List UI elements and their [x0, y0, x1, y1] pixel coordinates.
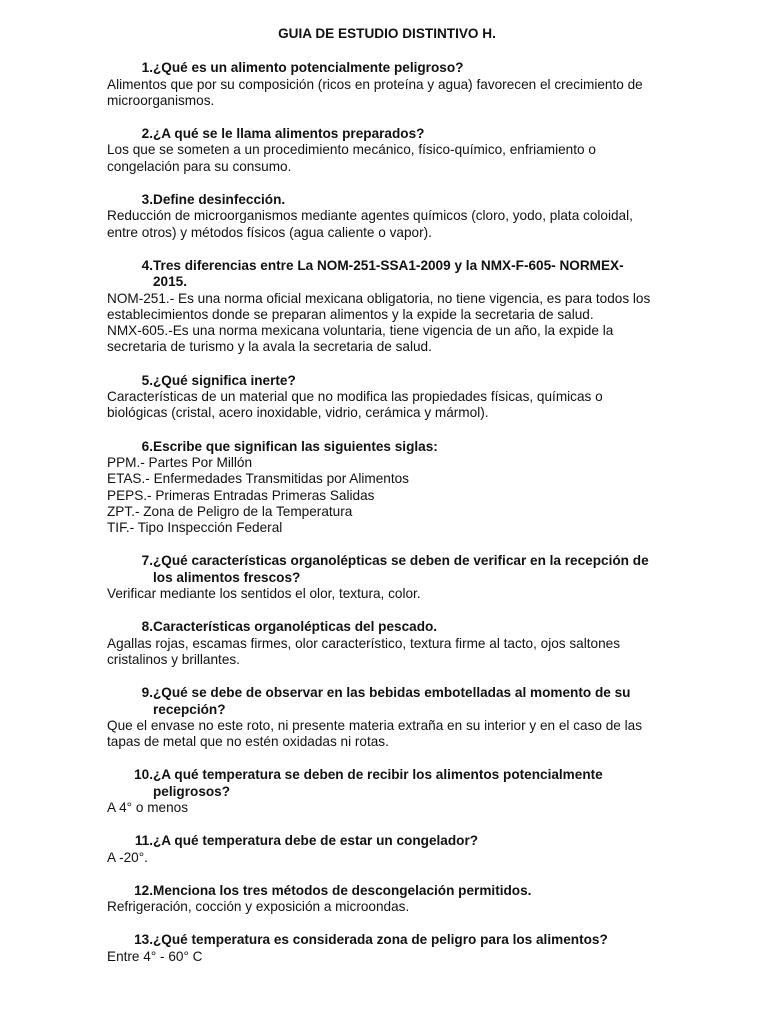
question-heading [107, 833, 667, 849]
answer-line: tapas de metal que no estén oxidadas ni rotas. [107, 734, 389, 750]
question-block [107, 685, 667, 750]
answer-line: A 4° o menos [107, 799, 189, 815]
question-line: los alimentos frescos? [153, 569, 301, 585]
question-block [107, 883, 667, 916]
question-block [107, 192, 667, 241]
question-line: ¿Qué significa inerte? [153, 372, 296, 388]
question-heading [107, 126, 667, 142]
question-text [153, 60, 667, 76]
question-number: 3. [141, 192, 153, 208]
answer-text [107, 455, 667, 536]
answer-line: PEPS.- Primeras Entradas Primeras Salidas [107, 487, 375, 503]
answer-text [107, 208, 667, 241]
question-block [107, 833, 667, 866]
question-line: recepción? [153, 701, 226, 717]
question-block [107, 373, 667, 422]
question-heading [107, 192, 667, 208]
answer-text [107, 949, 667, 965]
question-text [153, 553, 667, 586]
answer-text [107, 850, 667, 866]
answer-line: cristalinos y brillantes. [107, 651, 240, 667]
answer-line: PPM.- Partes Por Millón [107, 454, 253, 470]
answer-text [107, 800, 667, 816]
answer-line: TIF.- Tipo Inspección Federal [107, 520, 283, 536]
question-text [153, 373, 667, 389]
question-number: 11. [134, 833, 153, 849]
question-number: 2. [141, 126, 153, 142]
question-line: ¿A qué temperatura debe de estar un congelador? [153, 833, 479, 849]
answer-text [107, 142, 667, 175]
question-line: ¿Qué se debe de observar en las bebidas embotelladas al momento de su [153, 685, 631, 701]
question-text [153, 932, 667, 948]
question-heading [107, 258, 667, 291]
question-text [153, 883, 667, 899]
answer-line: ZPT.- Zona de Peligro de la Temperatura [107, 503, 353, 519]
question-text [153, 126, 667, 142]
answer-line: entre otros) y métodos físicos (agua caliente o vapor). [107, 224, 432, 240]
question-block [107, 126, 667, 175]
answer-line: Agallas rojas, escamas firmes, olor característico, textura firme al tacto, ojos saltones [107, 635, 620, 651]
question-heading [107, 553, 667, 586]
answer-line: Que el envase no este roto, ni presente materia extraña en su interior y en el caso de las [107, 717, 642, 733]
question-number: 9. [141, 685, 153, 701]
question-line: Define desinfección. [153, 192, 286, 208]
question-number: 10. [134, 767, 153, 783]
answer-line: establecimientos donde se preparan alimentos y la expide la secretaria de salud. [107, 306, 594, 322]
question-heading [107, 883, 667, 899]
question-line: ¿A qué se le llama alimentos preparados? [153, 126, 425, 142]
answer-text [107, 718, 667, 751]
question-line: ¿A qué temperatura se deben de recibir los alimentos potencialmente [153, 767, 603, 783]
qa-list [107, 60, 667, 965]
question-number: 4. [141, 257, 153, 273]
answer-line: microorganismos. [107, 92, 215, 108]
question-number: 13. [134, 932, 153, 948]
question-number: 6. [141, 438, 153, 454]
answer-text [107, 291, 667, 356]
question-line: ¿Qué características organolépticas se deben de verificar en la recepción de [153, 553, 649, 569]
question-number: 12. [134, 882, 153, 898]
answer-line: biológicas (cristal, acero inoxidable, vidrio, cerámica y mármol). [107, 405, 489, 421]
question-block [107, 932, 667, 965]
question-text [153, 767, 667, 800]
question-line: Características organolépticas del pescado. [153, 619, 438, 635]
question-heading [107, 685, 667, 718]
answer-line: Características de un material que no modifica las propiedades físicas, químicas o [107, 389, 603, 405]
question-block [107, 258, 667, 356]
answer-line: Refrigeración, cocción y exposición a microondas. [107, 899, 410, 915]
question-text [153, 258, 667, 291]
answer-text [107, 586, 667, 602]
question-number: 5. [141, 372, 153, 388]
answer-text [107, 899, 667, 915]
question-text [153, 192, 667, 208]
question-heading [107, 439, 667, 455]
question-number: 8. [141, 619, 153, 635]
question-line: peligrosos? [153, 783, 231, 799]
question-text [153, 619, 667, 635]
answer-line: Alimentos que por su composición (ricos en proteína y agua) favorecen el crecimiento de [107, 76, 643, 92]
question-line: ¿Qué es un alimento potencialmente peligroso? [153, 60, 464, 76]
question-heading [107, 619, 667, 635]
question-block [107, 60, 667, 109]
answer-line: NOM-251.- Es una norma oficial mexicana obligatoria, no tiene vigencia, es para todos los [107, 290, 651, 306]
answer-text [107, 389, 667, 422]
document-title: GUIA DE ESTUDIO DISTINTIVO H. [278, 26, 496, 41]
answer-line: NMX-605.-Es una norma mexicana voluntaria, tiene vigencia de un año, la expide la [107, 323, 614, 339]
question-heading [107, 767, 667, 800]
question-block [107, 439, 667, 537]
question-line: Menciona los tres métodos de descongelación permitidos. [153, 882, 532, 898]
question-number: 1. [141, 60, 153, 76]
question-heading [107, 932, 667, 948]
answer-line: Entre 4° - 60° C [107, 948, 203, 964]
answer-line: A -20°. [107, 849, 148, 865]
question-block [107, 767, 667, 816]
question-line: 2015. [153, 274, 188, 290]
answer-line: Los que se someten a un procedimiento mecánico, físico-químico, enfriamiento o [107, 142, 596, 158]
question-line: Escribe que significan las siguientes siglas: [153, 438, 438, 454]
question-line: Tres diferencias entre La NOM-251-SSA1-2009 y la NMX-F-605- NORMEX- [153, 257, 624, 273]
question-heading [107, 60, 667, 76]
answer-line: ETAS.- Enfermedades Transmitidas por Alimentos [107, 471, 409, 487]
answer-line: congelación para su consumo. [107, 158, 292, 174]
answer-text [107, 636, 667, 669]
document-page [107, 26, 667, 982]
answer-line: Reducción de microorganismos mediante agentes químicos (cloro, yodo, plata coloidal, [107, 208, 633, 224]
question-number: 7. [141, 553, 153, 569]
answer-line: secretaria de turismo y la avala la secretaria de salud. [107, 339, 432, 355]
question-heading [107, 373, 667, 389]
question-text [153, 833, 667, 849]
question-block [107, 619, 667, 668]
question-line: ¿Qué temperatura es considerada zona de peligro para los alimentos? [153, 932, 608, 948]
question-text [153, 685, 667, 718]
question-text [153, 439, 667, 455]
question-block [107, 553, 667, 602]
answer-line: Verificar mediante los sentidos el olor, textura, color. [107, 586, 421, 602]
answer-text [107, 77, 667, 110]
